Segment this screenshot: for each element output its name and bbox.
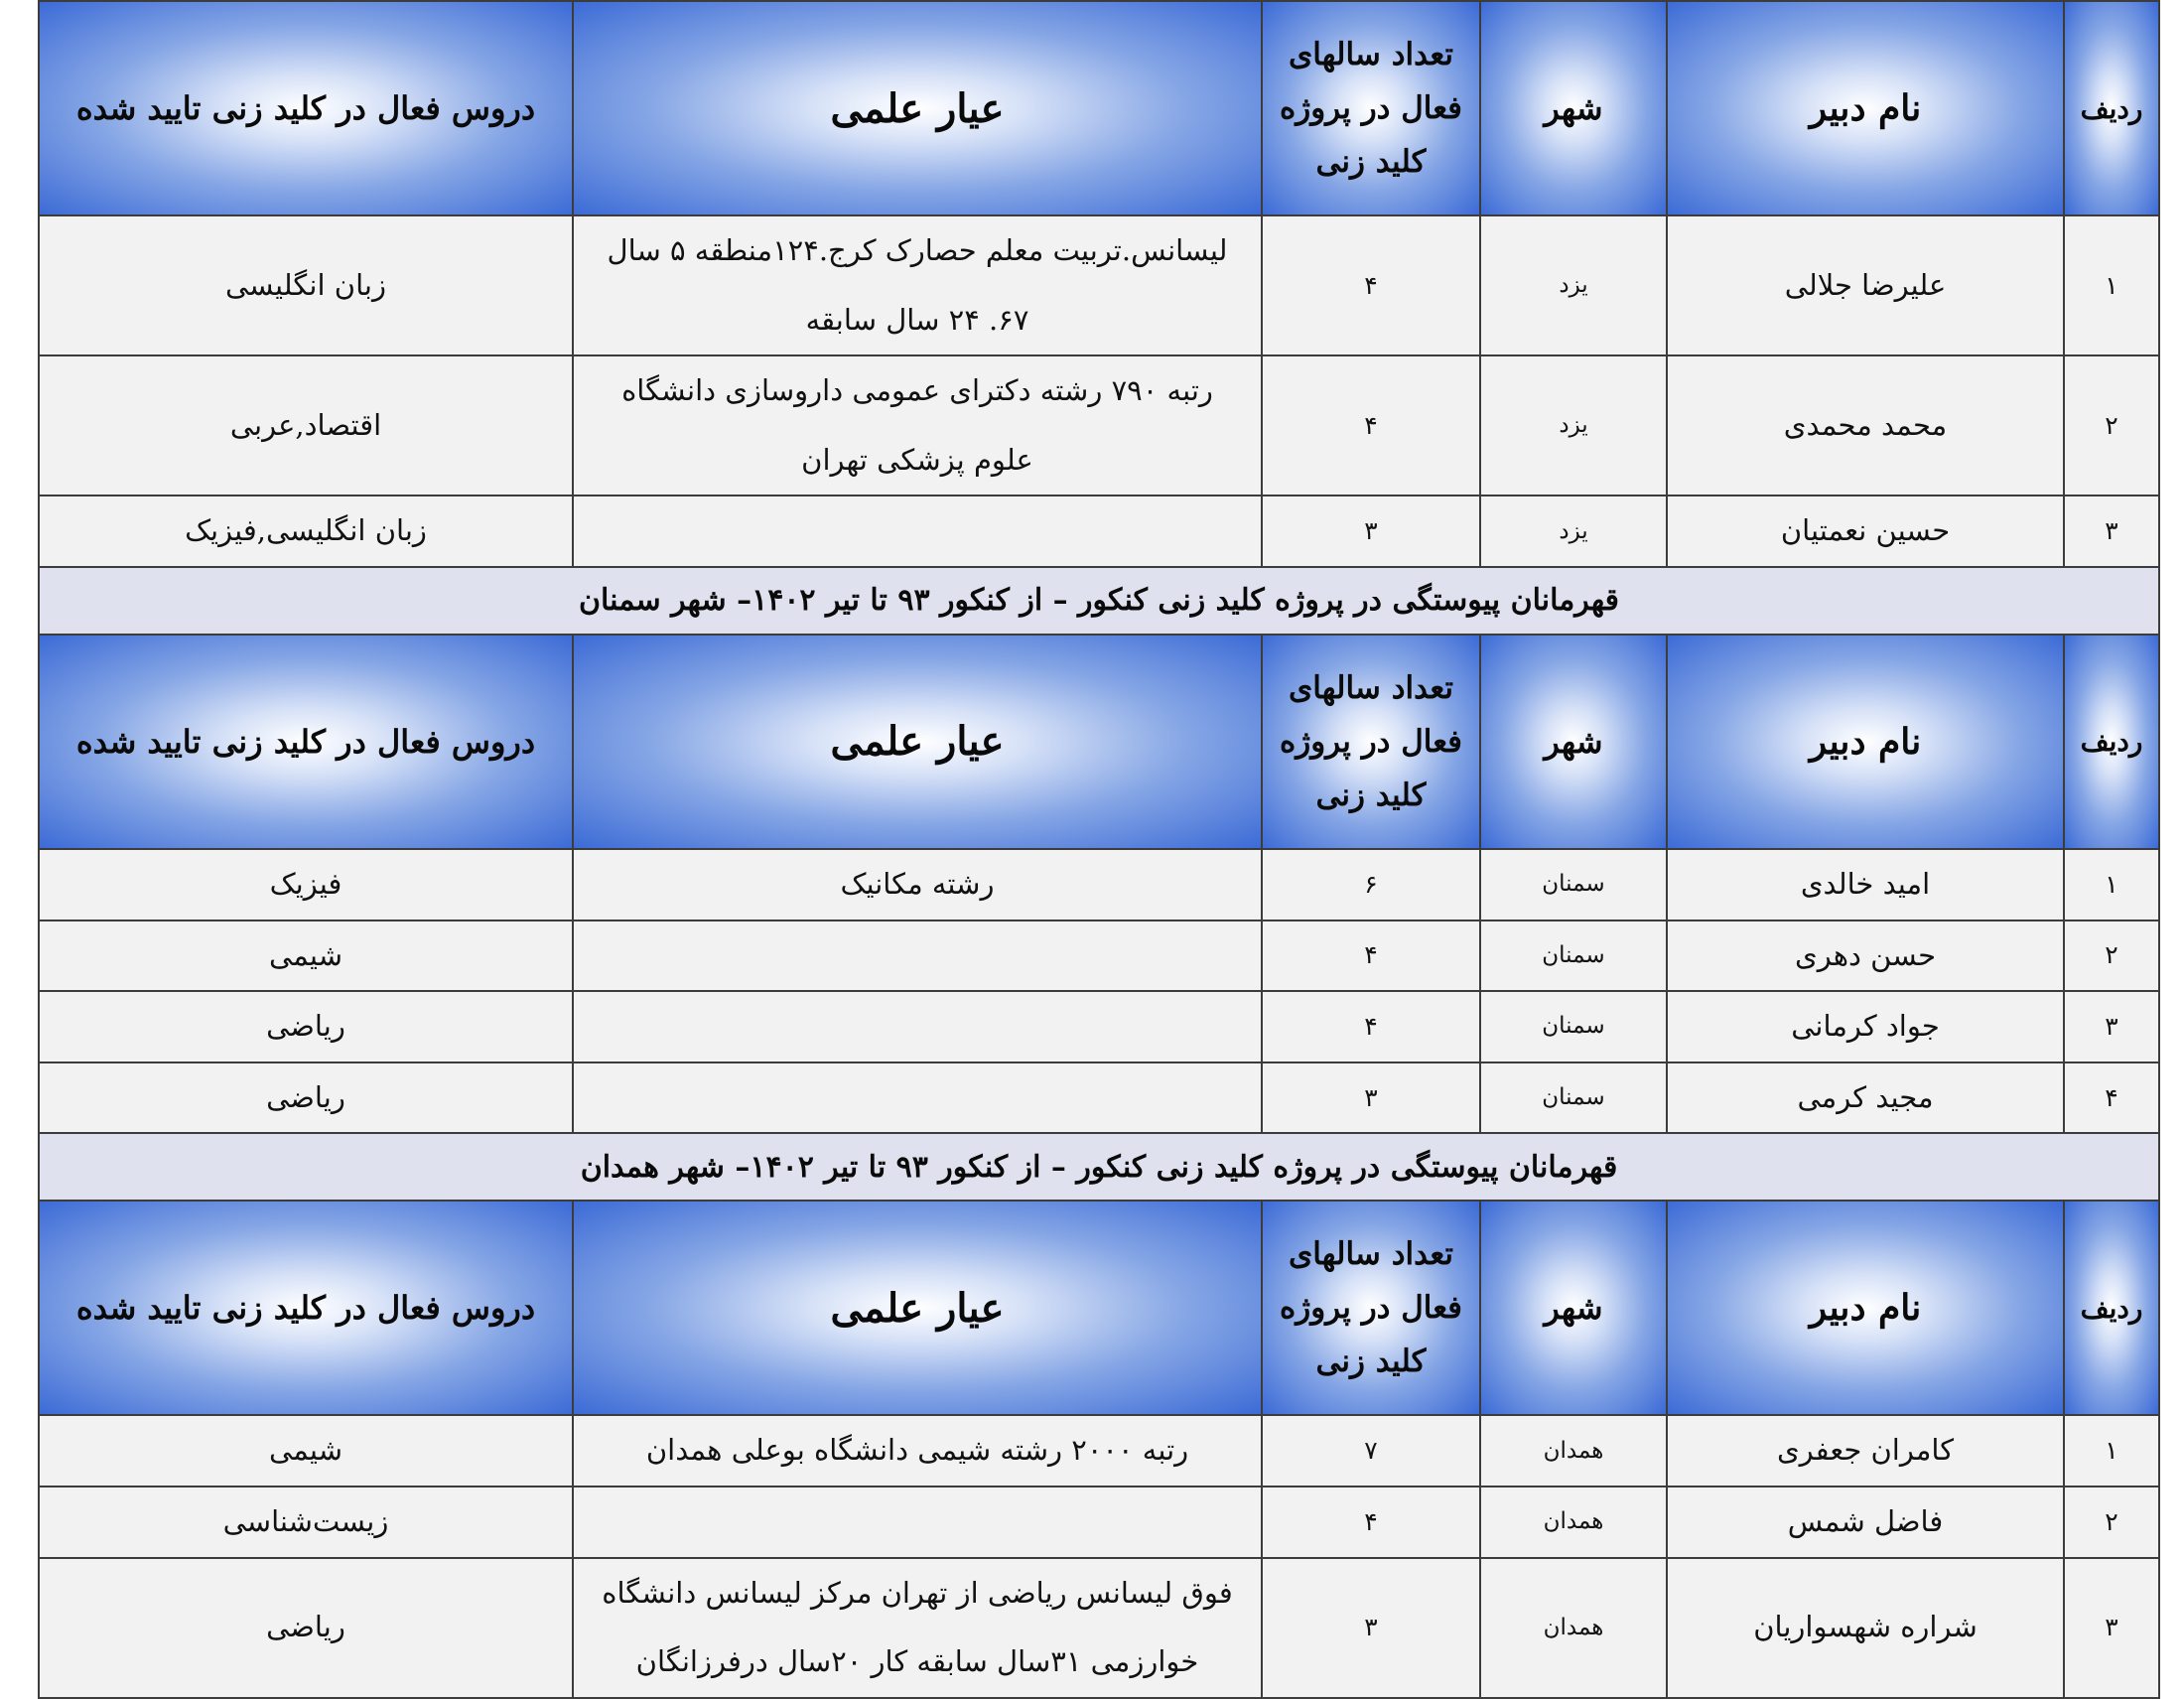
approved-subjects: ریاضی xyxy=(39,1558,573,1698)
city: یزد xyxy=(1480,355,1667,496)
academic-merit xyxy=(573,991,1262,1062)
teacher-name: حسن دهری xyxy=(1667,920,2064,992)
table-row xyxy=(39,991,2159,1062)
table-row xyxy=(39,215,2159,355)
academic-merit xyxy=(573,1062,1262,1134)
academic-merit xyxy=(573,920,1262,992)
approved-subjects: زیست‌شناسی xyxy=(39,1487,573,1558)
city: سمنان xyxy=(1480,920,1667,992)
active-years: ۳ xyxy=(1262,496,1480,567)
header-city: شهر xyxy=(1480,1201,1667,1415)
city: سمنان xyxy=(1480,849,1667,920)
teacher-name: جواد کرمانی xyxy=(1667,991,2064,1062)
approved-subjects: زبان انگلیسی xyxy=(39,215,573,355)
row-number: ۳ xyxy=(2064,1558,2159,1698)
header-city: شهر xyxy=(1480,635,1667,849)
row-number: ۴ xyxy=(2064,1062,2159,1134)
header-approved-subjects: دروس فعال در کلید زنی تایید شده xyxy=(39,635,573,849)
row-number: ۲ xyxy=(2064,355,2159,496)
header-academic-merit: عیار علمی xyxy=(573,635,1262,849)
header-academic-merit: عیار علمی xyxy=(573,1201,1262,1415)
academic-merit xyxy=(573,496,1262,567)
header-row xyxy=(39,1201,2159,1415)
row-number: ۳ xyxy=(2064,496,2159,567)
section-title-row xyxy=(39,1133,2159,1201)
approved-subjects: شیمی xyxy=(39,1415,573,1487)
approved-subjects: فیزیک xyxy=(39,849,573,920)
header-active-years: تعداد سالهای فعال در پروژه کلید زنی xyxy=(1262,635,1480,849)
table-row xyxy=(39,1487,2159,1558)
approved-subjects: ریاضی xyxy=(39,1062,573,1134)
academic-merit: فوق لیسانس ریاضی از تهران مرکز لیسانس دانشگاه خوارزمی ۳۱سال سابقه کار ۲۰سال درفرزانگان xyxy=(573,1558,1262,1698)
row-number: ۲ xyxy=(2064,1487,2159,1558)
table-row xyxy=(39,1415,2159,1487)
active-years: ۴ xyxy=(1262,1487,1480,1558)
city: همدان xyxy=(1480,1415,1667,1487)
header-teacher-name: نام دبیر xyxy=(1667,1201,2064,1415)
active-years: ۴ xyxy=(1262,920,1480,992)
header-teacher-name: نام دبیر xyxy=(1667,635,2064,849)
city: همدان xyxy=(1480,1558,1667,1698)
academic-merit xyxy=(573,1487,1262,1558)
header-approved-subjects: دروس فعال در کلید زنی تایید شده xyxy=(39,1201,573,1415)
teachers-table xyxy=(38,0,2160,1699)
active-years: ۶ xyxy=(1262,849,1480,920)
teacher-name: مجید کرمی xyxy=(1667,1062,2064,1134)
row-number: ۱ xyxy=(2064,215,2159,355)
section-title-row xyxy=(39,567,2159,635)
approved-subjects: اقتصاد,عربی xyxy=(39,355,573,496)
row-number: ۳ xyxy=(2064,991,2159,1062)
teacher-records-document xyxy=(38,0,2158,1699)
section-title: قهرمانان پیوستگی در پروژه کلید زنی کنکور – از کنکور ۹۳ تا تیر ۱۴۰۲– شهر همدان xyxy=(39,1133,2159,1201)
header-active-years: تعداد سالهای فعال در پروژه کلید زنی xyxy=(1262,1,1480,215)
header-city: شهر xyxy=(1480,1,1667,215)
header-row xyxy=(39,635,2159,849)
teacher-name: شراره شهسواریان xyxy=(1667,1558,2064,1698)
academic-merit: رتبه ۲۰۰۰ رشته شیمی دانشگاه بوعلی همدان xyxy=(573,1415,1262,1487)
header-approved-subjects: دروس فعال در کلید زنی تایید شده xyxy=(39,1,573,215)
teacher-name: کامران جعفری xyxy=(1667,1415,2064,1487)
academic-merit: رتبه ۷۹۰ رشته دکترای عمومی داروسازی دانشگاه علوم پزشکی تهران xyxy=(573,355,1262,496)
table-row xyxy=(39,355,2159,496)
approved-subjects: شیمی xyxy=(39,920,573,992)
active-years: ۴ xyxy=(1262,215,1480,355)
city: همدان xyxy=(1480,1487,1667,1558)
table-row xyxy=(39,920,2159,992)
approved-subjects: زبان انگلیسی,فیزیک xyxy=(39,496,573,567)
row-number: ۱ xyxy=(2064,1415,2159,1487)
active-years: ۷ xyxy=(1262,1415,1480,1487)
teacher-name: علیرضا جلالی xyxy=(1667,215,2064,355)
header-teacher-name: نام دبیر xyxy=(1667,1,2064,215)
city: یزد xyxy=(1480,215,1667,355)
table-row xyxy=(39,496,2159,567)
teacher-name: محمد محمدی xyxy=(1667,355,2064,496)
active-years: ۴ xyxy=(1262,355,1480,496)
academic-merit: رشته مکانیک xyxy=(573,849,1262,920)
academic-merit: لیسانس.تربیت معلم حصارک کرج.۱۲۴منطقه ۵ سال ۶۷. ۲۴ سال سابقه xyxy=(573,215,1262,355)
approved-subjects: ریاضی xyxy=(39,991,573,1062)
row-number: ۱ xyxy=(2064,849,2159,920)
row-number: ۲ xyxy=(2064,920,2159,992)
active-years: ۴ xyxy=(1262,991,1480,1062)
teacher-name: حسین نعمتیان xyxy=(1667,496,2064,567)
city: یزد xyxy=(1480,496,1667,567)
city: سمنان xyxy=(1480,991,1667,1062)
header-academic-merit: عیار علمی xyxy=(573,1,1262,215)
header-row xyxy=(39,1,2159,215)
header-row-number: ردیف xyxy=(2064,635,2159,849)
active-years: ۳ xyxy=(1262,1062,1480,1134)
active-years: ۳ xyxy=(1262,1558,1480,1698)
header-active-years: تعداد سالهای فعال در پروژه کلید زنی xyxy=(1262,1201,1480,1415)
teacher-name: فاضل شمس xyxy=(1667,1487,2064,1558)
header-row-number: ردیف xyxy=(2064,1,2159,215)
table-row xyxy=(39,1062,2159,1134)
header-row-number: ردیف xyxy=(2064,1201,2159,1415)
city: سمنان xyxy=(1480,1062,1667,1134)
table-row xyxy=(39,849,2159,920)
table-row xyxy=(39,1558,2159,1698)
section-title: قهرمانان پیوستگی در پروژه کلید زنی کنکور – از کنکور ۹۳ تا تیر ۱۴۰۲– شهر سمنان xyxy=(39,567,2159,635)
teacher-name: امید خالدی xyxy=(1667,849,2064,920)
